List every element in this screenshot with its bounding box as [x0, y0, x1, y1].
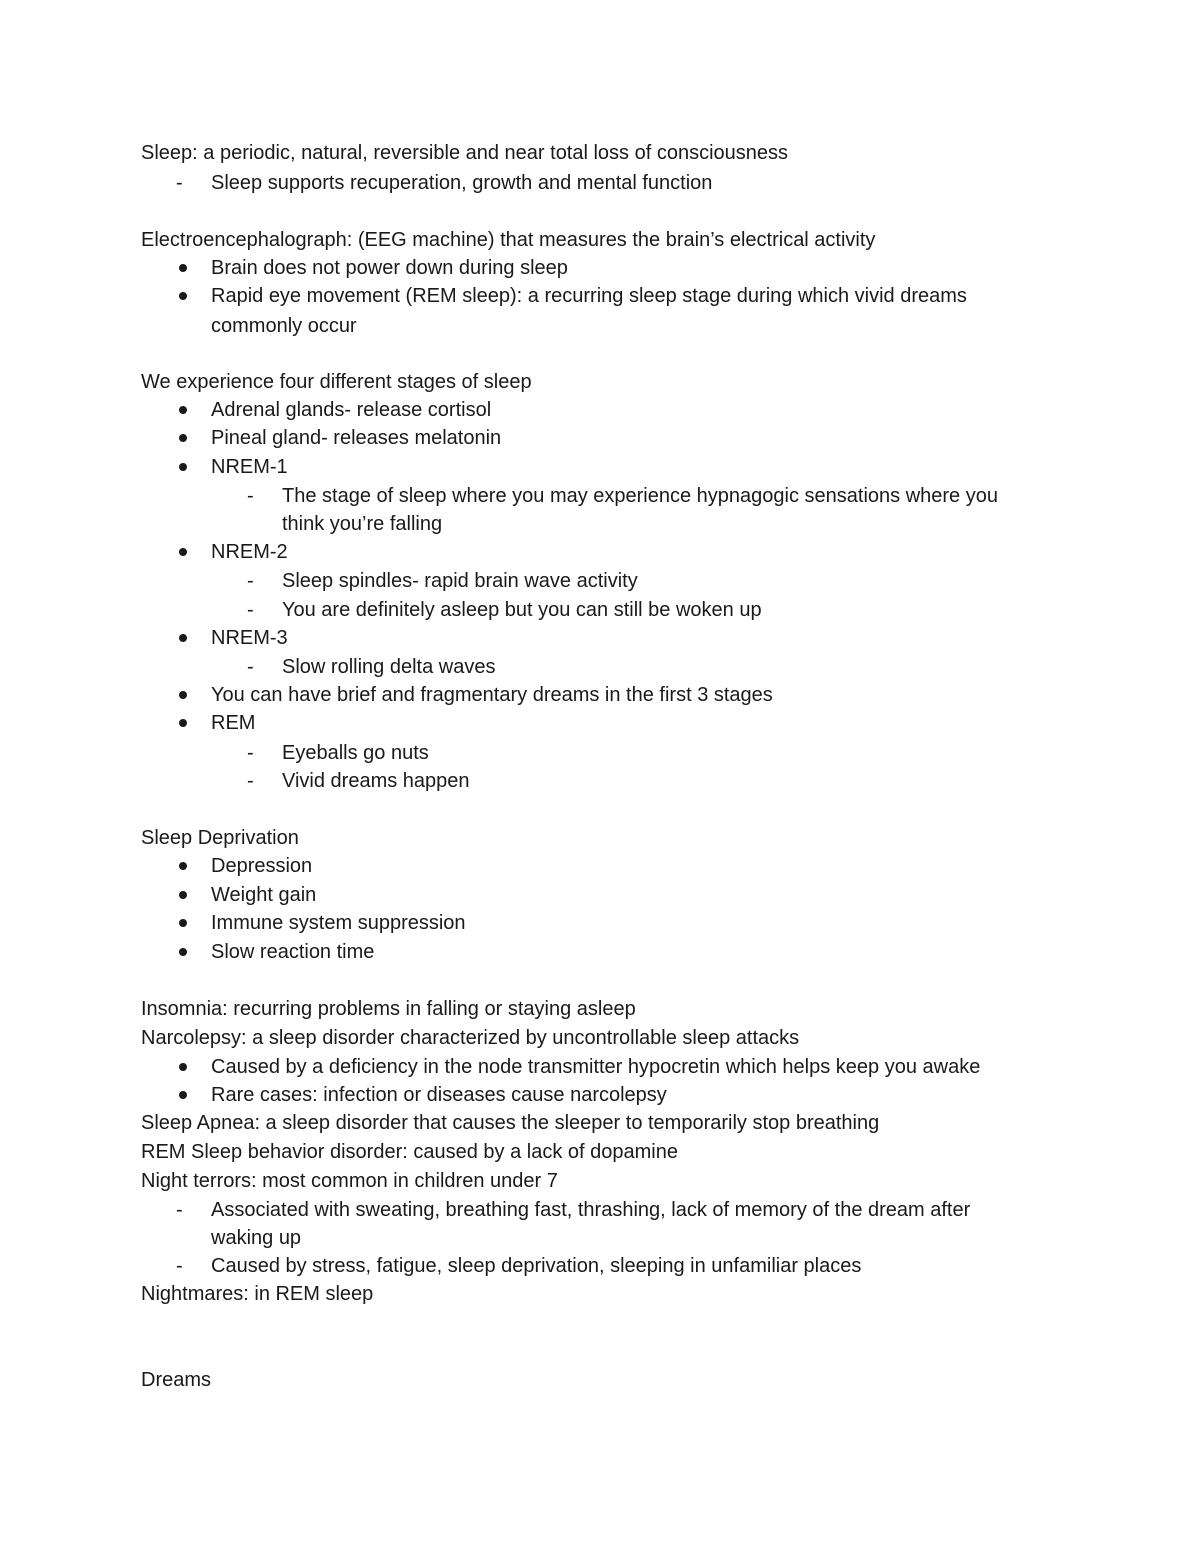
dash-marker: - — [176, 1255, 183, 1277]
bullet-icon — [179, 691, 187, 699]
list-item: Associated with sweating, breathing fast, thrashing, lack of memory of the dream after — [211, 1199, 971, 1221]
dash-marker: - — [247, 485, 254, 507]
bullet-icon — [179, 634, 187, 642]
list-item: Adrenal glands- release cortisol — [211, 399, 492, 421]
nightmares-definition: Nightmares: in REM sleep — [141, 1283, 374, 1305]
sub-list-item: You are definitely asleep but you can still be woken up — [282, 599, 762, 621]
sub-list-item: Eyeballs go nuts — [282, 742, 429, 764]
bullet-icon — [179, 891, 187, 899]
dash-marker: - — [247, 656, 254, 678]
list-item: Rapid eye movement (REM sleep): a recurring sleep stage during which vivid dreams — [211, 285, 967, 307]
bullet-icon — [179, 292, 187, 300]
list-item: REM — [211, 712, 256, 734]
stages-heading: We experience four different stages of sleep — [141, 371, 532, 393]
list-item: Brain does not power down during sleep — [211, 257, 568, 279]
list-item: Sleep supports recuperation, growth and mental function — [211, 172, 713, 194]
list-item: Caused by stress, fatigue, sleep deprivation, sleeping in unfamiliar places — [211, 1255, 862, 1277]
sub-list-item: Sleep spindles- rapid brain wave activity — [282, 570, 638, 592]
list-item: NREM-1 — [211, 456, 288, 478]
dash-marker: - — [247, 742, 254, 764]
dash-marker: - — [247, 599, 254, 621]
rem-disorder-definition: REM Sleep behavior disorder: caused by a lack of dopamine — [141, 1141, 678, 1163]
bullet-icon — [179, 264, 187, 272]
sub-list-item: Slow rolling delta waves — [282, 656, 496, 678]
insomnia-definition: Insomnia: recurring problems in falling or staying asleep — [141, 998, 636, 1020]
bullet-icon — [179, 719, 187, 727]
sub-list-item-continuation: think you’re falling — [282, 513, 443, 535]
list-item: Immune system suppression — [211, 912, 466, 934]
bullet-icon — [179, 463, 187, 471]
bullet-icon — [179, 948, 187, 956]
bullet-icon — [179, 862, 187, 870]
list-item-continuation: commonly occur — [211, 315, 357, 337]
bullet-icon — [179, 548, 187, 556]
bullet-icon — [179, 1091, 187, 1099]
sub-list-item: Vivid dreams happen — [282, 770, 470, 792]
eeg-definition: Electroencephalograph: (EEG machine) that measures the brain’s electrical activity — [141, 229, 876, 251]
bullet-icon — [179, 1063, 187, 1071]
dash-marker: - — [176, 172, 183, 194]
list-item: Caused by a deficiency in the node transmitter hypocretin which helps keep you awake — [211, 1056, 981, 1078]
night-terrors-definition: Night terrors: most common in children under 7 — [141, 1170, 558, 1192]
list-item: NREM-2 — [211, 541, 288, 563]
bullet-icon — [179, 434, 187, 442]
list-item: You can have brief and fragmentary dreams in the first 3 stages — [211, 684, 773, 706]
dash-marker: - — [247, 770, 254, 792]
bullet-icon — [179, 919, 187, 927]
list-item: Rare cases: infection or diseases cause narcolepsy — [211, 1084, 667, 1106]
list-item: Weight gain — [211, 884, 317, 906]
dash-marker: - — [247, 570, 254, 592]
list-item: Slow reaction time — [211, 941, 375, 963]
list-item: Pineal gland- releases melatonin — [211, 427, 502, 449]
list-item-continuation: waking up — [211, 1227, 302, 1249]
list-item: NREM-3 — [211, 627, 288, 649]
sleep-definition: Sleep: a periodic, natural, reversible and near total loss of consciousness — [141, 142, 789, 164]
list-item: Depression — [211, 855, 313, 877]
dash-marker: - — [176, 1199, 183, 1221]
narcolepsy-definition: Narcolepsy: a sleep disorder characterized by uncontrollable sleep attacks — [141, 1027, 800, 1049]
bullet-icon — [179, 406, 187, 414]
apnea-definition: Sleep Apnea: a sleep disorder that causes the sleeper to temporarily stop breathing — [141, 1112, 880, 1134]
sub-list-item: The stage of sleep where you may experience hypnagogic sensations where you — [282, 485, 998, 507]
deprivation-heading: Sleep Deprivation — [141, 827, 299, 849]
dreams-heading: Dreams — [141, 1369, 212, 1391]
